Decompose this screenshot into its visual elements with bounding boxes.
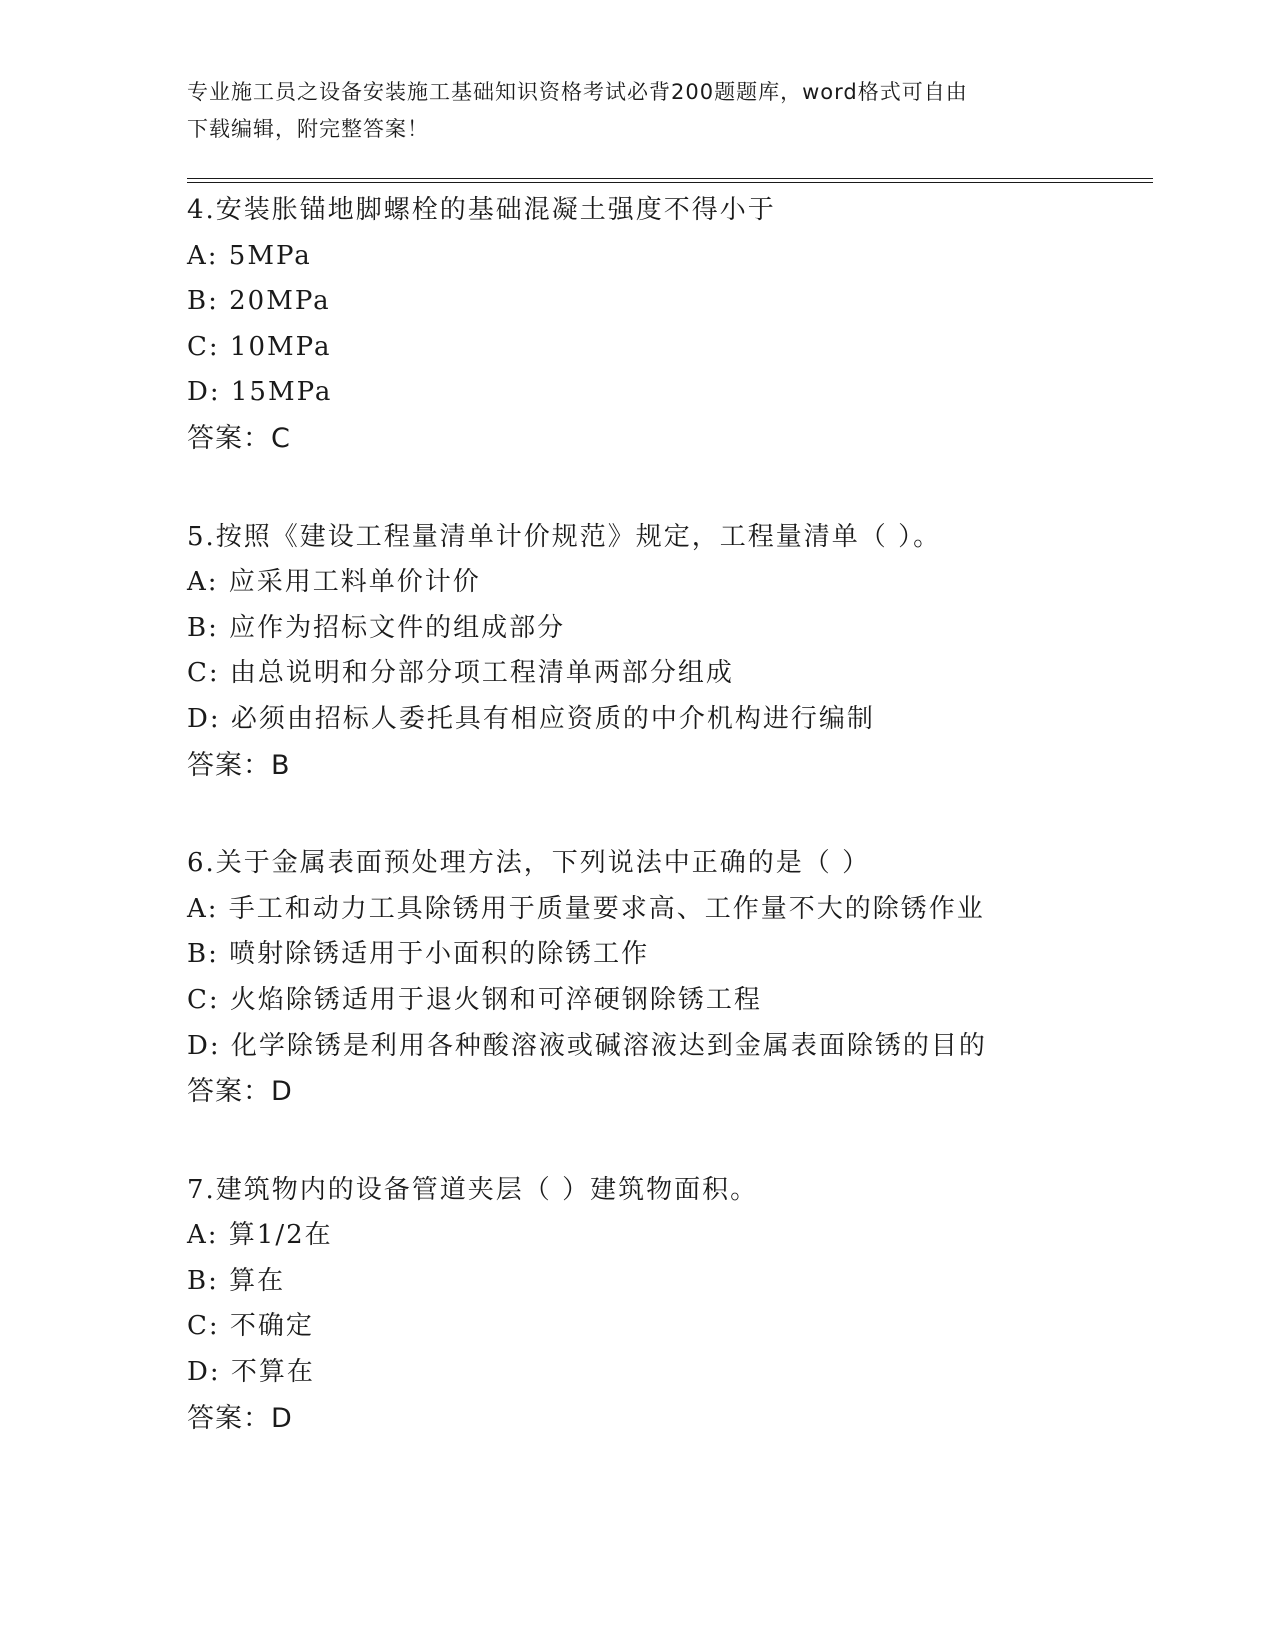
- option-b: B: 算在: [187, 1265, 286, 1296]
- question-stem: 5.按照《建设工程量清单计价规范》规定，工程量清单（ ）。: [187, 521, 942, 552]
- option-b: B: 20MPa: [187, 286, 331, 317]
- question-item: [187, 841, 1147, 1115]
- answer-line: 答案：D: [187, 1402, 293, 1434]
- question-stem: 7.建筑物内的设备管道夹层（ ）建筑物面积。: [187, 1174, 759, 1205]
- option-c: C: 由总说明和分部分项工程清单两部分组成: [187, 658, 734, 689]
- option-a: A: 手工和动力工具除锈用于质量要求高、工作量不大的除锈作业: [187, 893, 985, 924]
- option-c: C: 火焰除锈适用于退火钢和可淬硬钢除锈工程: [187, 984, 762, 1015]
- header-divider-bottom: [187, 182, 1153, 183]
- header-divider-top: [187, 178, 1153, 179]
- question-stem: 6.关于金属表面预处理方法，下列说法中正确的是（ ）: [187, 848, 871, 879]
- header-line-1: 专业施工员之设备安装施工基础知识资格考试必背200题题库，word格式可自由: [187, 80, 968, 104]
- option-a: A: 应采用工料单价计价: [187, 567, 481, 598]
- option-d: D: 不算在: [187, 1357, 315, 1388]
- option-a: A: 5MPa: [187, 240, 312, 271]
- option-d: D: 必须由招标人委托具有相应资质的中介机构进行编制: [187, 703, 875, 734]
- answer-line: 答案：B: [187, 749, 291, 781]
- option-c: C: 10MPa: [187, 331, 332, 362]
- question-item: [187, 188, 1147, 462]
- question-list: [187, 188, 1147, 1494]
- header-line-2: 下载编辑，附完整答案！: [187, 117, 429, 141]
- option-b: B: 应作为招标文件的组成部分: [187, 612, 566, 643]
- answer-line: 答案：D: [187, 1076, 293, 1108]
- question-item: [187, 1168, 1147, 1442]
- question-stem: 4.安装胀锚地脚螺栓的基础混凝土强度不得小于: [187, 195, 776, 225]
- option-b: B: 喷射除锈适用于小面积的除锈工作: [187, 939, 650, 970]
- option-a: A: 算1/2在: [187, 1220, 333, 1251]
- option-d: D: 化学除锈是利用各种酸溶液或碱溶液达到金属表面除锈的目的: [187, 1030, 987, 1061]
- question-item: [187, 515, 1147, 789]
- option-d: D: 15MPa: [187, 377, 333, 408]
- answer-line: 答案：C: [187, 422, 291, 454]
- document-header: [187, 74, 1087, 148]
- option-c: C: 不确定: [187, 1311, 314, 1342]
